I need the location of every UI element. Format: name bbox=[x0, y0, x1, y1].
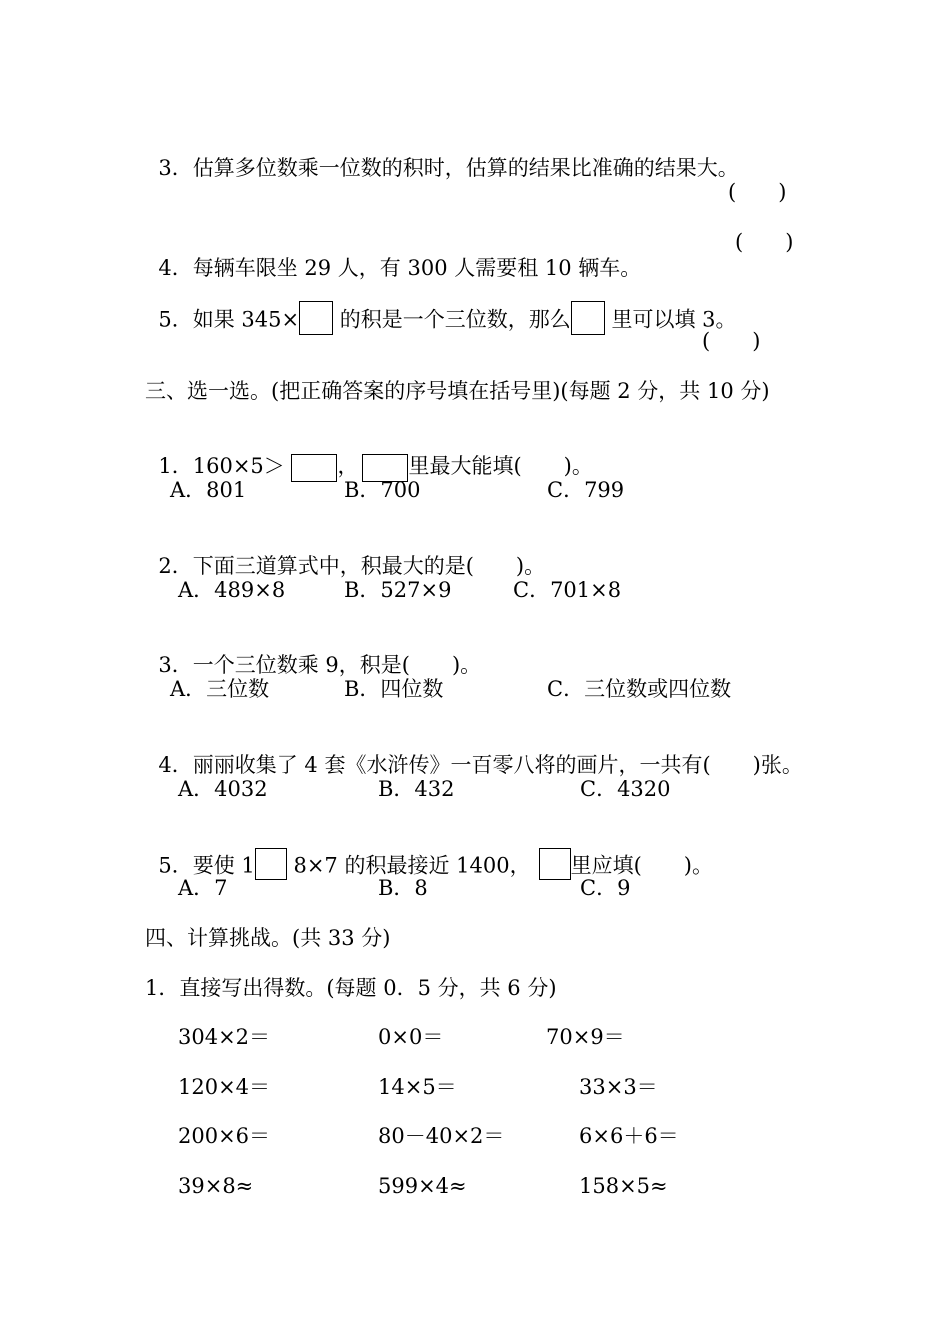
exercise-item[interactable]: 158×5≈ bbox=[579, 1174, 668, 1198]
section-heading: 三、选一选。(把正确答案的序号填在括号里)(每题 2 分，共 10 分) bbox=[145, 379, 770, 403]
option-c[interactable]: C．9 bbox=[580, 876, 631, 900]
choice-q2 bbox=[145, 527, 546, 578]
choice-q4 bbox=[145, 726, 803, 777]
option-a[interactable]: A．801 bbox=[170, 478, 247, 502]
choice-q5 bbox=[145, 825, 713, 878]
question-number: 4． bbox=[158, 256, 193, 280]
option-a[interactable]: A．7 bbox=[178, 876, 228, 900]
question-number: 3． bbox=[158, 156, 193, 180]
question-text: 一个三位数乘 9，积是( )。 bbox=[192, 653, 482, 677]
exercise-item[interactable]: 14×5＝ bbox=[378, 1075, 457, 1099]
question-text-post: 里应填( )。 bbox=[570, 853, 713, 878]
question-text-mid: 8×7 的积最接近 1400， bbox=[286, 853, 531, 878]
question-number: 5． bbox=[158, 307, 193, 332]
blank-box[interactable] bbox=[539, 848, 571, 880]
option-c[interactable]: C．701×8 bbox=[513, 578, 622, 602]
option-a[interactable]: A．三位数 bbox=[170, 677, 270, 701]
question-text-pre: 160×5＞ bbox=[192, 454, 292, 478]
section-heading: 四、计算挑战。(共 33 分) bbox=[145, 926, 391, 950]
judge-q3 bbox=[145, 129, 739, 180]
question-text-mid: ， bbox=[337, 454, 359, 478]
question-text-mid: 的积是一个三位数，那么 bbox=[333, 307, 571, 332]
option-b[interactable]: B．四位数 bbox=[344, 677, 444, 701]
option-a[interactable]: A．4032 bbox=[178, 777, 268, 801]
question-text: 丽丽收集了 4 套《水浒传》一百零八将的画片，一共有( )张。 bbox=[192, 753, 803, 777]
judge-q4 bbox=[145, 229, 642, 280]
option-c[interactable]: C．三位数或四位数 bbox=[547, 677, 732, 701]
exercise-item[interactable]: 304×2＝ bbox=[178, 1025, 271, 1049]
exercise-item[interactable]: 200×6＝ bbox=[178, 1124, 271, 1148]
blank-box[interactable] bbox=[571, 301, 605, 335]
sub-question: 1．直接写出得数。(每题 0．5 分，共 6 分) bbox=[145, 976, 557, 1000]
question-number: 5． bbox=[158, 853, 193, 878]
option-b[interactable]: B．8 bbox=[378, 876, 428, 900]
question-text-post: 里可以填 3。 bbox=[604, 307, 737, 332]
choice-q1 bbox=[145, 427, 593, 478]
option-b[interactable]: B．432 bbox=[378, 777, 455, 801]
question-text: 下面三道算式中，积最大的是( )。 bbox=[192, 554, 546, 578]
question-text: 估算多位数乘一位数的积时，估算的结果比准确的结果大。 bbox=[192, 156, 739, 180]
question-number: 1． bbox=[158, 454, 193, 478]
answer-paren[interactable]: ( ) bbox=[702, 329, 761, 353]
exercise-item[interactable]: 0×0＝ bbox=[378, 1025, 444, 1049]
option-b[interactable]: B．527×9 bbox=[344, 578, 452, 602]
exercise-item[interactable]: 70×9＝ bbox=[546, 1025, 625, 1049]
choice-q3 bbox=[145, 626, 482, 677]
exercise-item[interactable]: 39×8≈ bbox=[178, 1174, 254, 1198]
option-b[interactable]: B．700 bbox=[344, 478, 421, 502]
option-c[interactable]: C．4320 bbox=[580, 777, 671, 801]
exercise-item[interactable]: 599×4≈ bbox=[378, 1174, 467, 1198]
question-number: 2． bbox=[158, 554, 193, 578]
blank-box[interactable] bbox=[255, 848, 287, 880]
question-text-pre: 要使 1 bbox=[192, 853, 255, 878]
question-text: 每辆车限坐 29 人，有 300 人需要租 10 辆车。 bbox=[192, 256, 642, 280]
exercise-item[interactable]: 80－40×2＝ bbox=[378, 1124, 505, 1148]
question-number: 3． bbox=[158, 653, 193, 677]
exercise-item[interactable]: 6×6＋6＝ bbox=[579, 1124, 679, 1148]
answer-paren[interactable]: ( ) bbox=[728, 180, 787, 204]
exercise-item[interactable]: 33×3＝ bbox=[579, 1075, 658, 1099]
exercise-item[interactable]: 120×4＝ bbox=[178, 1075, 271, 1099]
question-number: 4． bbox=[158, 753, 193, 777]
question-text-pre: 如果 345× bbox=[192, 307, 300, 332]
question-text-post: 里最大能填( )。 bbox=[408, 454, 593, 478]
blank-box[interactable] bbox=[299, 301, 333, 335]
judge-q5 bbox=[145, 278, 737, 332]
blank-box[interactable] bbox=[291, 454, 337, 482]
option-a[interactable]: A．489×8 bbox=[178, 578, 286, 602]
option-c[interactable]: C．799 bbox=[547, 478, 625, 502]
answer-paren[interactable]: ( ) bbox=[735, 230, 794, 254]
